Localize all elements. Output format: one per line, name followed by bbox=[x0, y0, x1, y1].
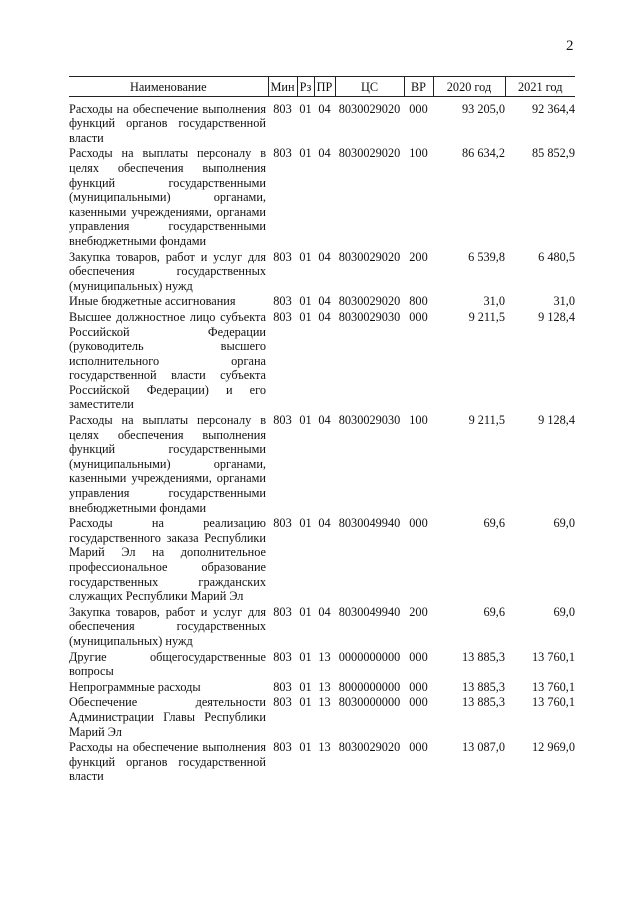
row-pr-cell: 04 bbox=[318, 604, 331, 619]
row-min-cell: 803 bbox=[273, 146, 292, 161]
row-name-cell: Высшее должностное лицо субъекта Российской Федерации (руководитель высшего исполнительного органа государственной власти субъекта Российской Федерации) и его заместители bbox=[69, 309, 266, 412]
row-min-cell: 803 bbox=[273, 294, 292, 309]
header-cs: ЦС bbox=[335, 77, 404, 97]
header-min: Мин bbox=[268, 77, 297, 97]
row-2020-cell: 69,6 bbox=[483, 516, 505, 531]
table-row bbox=[69, 293, 575, 309]
row-2020-cell: 93 205,0 bbox=[461, 101, 505, 116]
row-2020-cell: 13 885,3 bbox=[461, 679, 505, 694]
row-2021-cell: 69,0 bbox=[553, 604, 575, 619]
row-2021-cell: 13 760,1 bbox=[531, 695, 575, 710]
row-cs-cell: 8030029030 bbox=[338, 413, 401, 428]
row-name-cell: Другие общегосударственные вопросы bbox=[69, 649, 266, 679]
row-2021-cell: 31,0 bbox=[553, 294, 575, 309]
table-row bbox=[69, 412, 575, 515]
row-rz-cell: 01 bbox=[299, 146, 312, 161]
row-vr-cell: 000 bbox=[409, 516, 428, 531]
row-name-cell: Расходы на выплаты персоналу в целях обеспечения выполнения функций государственными (муниципальными) органами, казенными учреждениями, органами управления государственными внебюджетными фондами bbox=[69, 413, 266, 515]
row-vr-cell: 000 bbox=[409, 649, 428, 664]
row-name-cell: Непрограммные расходы bbox=[69, 679, 201, 694]
header-vr: ВР bbox=[404, 77, 433, 97]
table-header bbox=[69, 77, 575, 97]
row-cs-cell: 8030000000 bbox=[338, 695, 401, 710]
row-rz-cell: 01 bbox=[299, 101, 312, 116]
row-2021-cell: 12 969,0 bbox=[531, 740, 575, 755]
row-pr-cell: 13 bbox=[318, 679, 331, 694]
row-vr-cell: 000 bbox=[409, 101, 428, 116]
row-vr-cell: 200 bbox=[409, 604, 428, 619]
row-pr-cell: 04 bbox=[318, 146, 331, 161]
row-name-cell: Расходы на реализацию государственного заказа Республики Марий Эл на дополнительное профессиональное образование государственных гражданских служащих Республики Марий Эл bbox=[69, 516, 266, 604]
row-name-cell: Иные бюджетные ассигнования bbox=[69, 294, 236, 309]
header-2021: 2021 год bbox=[505, 77, 575, 97]
row-2020-cell: 13 087,0 bbox=[461, 740, 505, 755]
row-min-cell: 803 bbox=[273, 309, 292, 324]
row-pr-cell: 04 bbox=[318, 516, 331, 531]
row-2021-cell: 85 852,9 bbox=[531, 146, 575, 161]
row-cs-cell: 8030029020 bbox=[338, 294, 401, 309]
row-cs-cell: 8030049940 bbox=[338, 516, 401, 531]
row-name-cell: Обеспечение деятельности Администрации Главы Республики Марий Эл bbox=[69, 695, 266, 739]
row-2021-cell: 9 128,4 bbox=[538, 413, 575, 428]
row-rz-cell: 01 bbox=[299, 649, 312, 664]
row-pr-cell: 13 bbox=[318, 740, 331, 755]
row-cs-cell: 8030029030 bbox=[338, 309, 401, 324]
table-body bbox=[69, 96, 575, 784]
row-2020-cell: 9 211,5 bbox=[468, 309, 505, 324]
row-vr-cell: 100 bbox=[409, 413, 428, 428]
row-min-cell: 803 bbox=[273, 101, 292, 116]
row-2020-cell: 9 211,5 bbox=[468, 413, 505, 428]
row-rz-cell: 01 bbox=[299, 294, 312, 309]
table-row bbox=[69, 679, 575, 695]
row-name-cell: Закупка товаров, работ и услуг для обеспечения государственных (муниципальных) нужд bbox=[69, 249, 266, 293]
row-2020-cell: 6 539,8 bbox=[468, 249, 505, 264]
row-rz-cell: 01 bbox=[299, 695, 312, 710]
row-cs-cell: 8030029020 bbox=[338, 146, 401, 161]
row-name-cell: Расходы на выплаты персоналу в целях обеспечения выполнения функций государственными (муниципальными) органами, казенными учреждениями, органами управления государственными внебюджетными фондами bbox=[69, 146, 266, 248]
row-vr-cell: 800 bbox=[409, 294, 428, 309]
row-pr-cell: 04 bbox=[318, 101, 331, 116]
table-row bbox=[69, 739, 575, 784]
row-cs-cell: 8030029020 bbox=[338, 101, 401, 116]
row-pr-cell: 04 bbox=[318, 309, 331, 324]
row-2020-cell: 86 634,2 bbox=[461, 146, 505, 161]
row-2021-cell: 13 760,1 bbox=[531, 679, 575, 694]
row-rz-cell: 01 bbox=[299, 309, 312, 324]
row-vr-cell: 000 bbox=[409, 679, 428, 694]
table-row bbox=[69, 96, 575, 145]
table-row bbox=[69, 649, 575, 679]
row-min-cell: 803 bbox=[273, 740, 292, 755]
row-cs-cell: 8030029020 bbox=[338, 249, 401, 264]
row-cs-cell: 8030029020 bbox=[338, 740, 401, 755]
row-cs-cell: 0000000000 bbox=[338, 649, 401, 664]
header-pr: ПР bbox=[314, 77, 335, 97]
row-min-cell: 803 bbox=[273, 695, 292, 710]
row-pr-cell: 13 bbox=[318, 649, 331, 664]
row-2021-cell: 6 480,5 bbox=[538, 249, 575, 264]
row-min-cell: 803 bbox=[273, 679, 292, 694]
row-2021-cell: 92 364,4 bbox=[531, 101, 575, 116]
row-2020-cell: 13 885,3 bbox=[461, 649, 505, 664]
table-row bbox=[69, 249, 575, 294]
row-2021-cell: 9 128,4 bbox=[538, 309, 575, 324]
row-pr-cell: 13 bbox=[318, 695, 331, 710]
row-vr-cell: 000 bbox=[409, 740, 428, 755]
row-vr-cell: 000 bbox=[409, 695, 428, 710]
row-pr-cell: 04 bbox=[318, 249, 331, 264]
row-min-cell: 803 bbox=[273, 604, 292, 619]
row-name-cell: Закупка товаров, работ и услуг для обеспечения государственных (муниципальных) нужд bbox=[69, 604, 266, 648]
row-rz-cell: 01 bbox=[299, 604, 312, 619]
table-row bbox=[69, 694, 575, 739]
row-rz-cell: 01 bbox=[299, 249, 312, 264]
row-min-cell: 803 bbox=[273, 516, 292, 531]
row-pr-cell: 04 bbox=[318, 294, 331, 309]
row-min-cell: 803 bbox=[273, 413, 292, 428]
row-vr-cell: 100 bbox=[409, 146, 428, 161]
row-min-cell: 803 bbox=[273, 649, 292, 664]
row-2020-cell: 31,0 bbox=[483, 294, 505, 309]
row-rz-cell: 01 bbox=[299, 679, 312, 694]
row-2020-cell: 69,6 bbox=[483, 604, 505, 619]
row-rz-cell: 01 bbox=[299, 740, 312, 755]
row-vr-cell: 200 bbox=[409, 249, 428, 264]
table-row bbox=[69, 515, 575, 604]
row-min-cell: 803 bbox=[273, 249, 292, 264]
row-2020-cell: 13 885,3 bbox=[461, 695, 505, 710]
table-row bbox=[69, 604, 575, 649]
row-rz-cell: 01 bbox=[299, 413, 312, 428]
header-name: Наименование bbox=[69, 77, 268, 97]
header-2020: 2020 год bbox=[433, 77, 505, 97]
row-name-cell: Расходы на обеспечение выполнения функций органов государственной власти bbox=[69, 740, 266, 784]
table-row bbox=[69, 309, 575, 412]
row-name-cell: Расходы на обеспечение выполнения функций органов государственной власти bbox=[69, 101, 266, 145]
row-cs-cell: 8030049940 bbox=[338, 604, 401, 619]
header-rz: Рз bbox=[297, 77, 314, 97]
row-rz-cell: 01 bbox=[299, 516, 312, 531]
page-number: 2 bbox=[566, 38, 574, 54]
table-row bbox=[69, 145, 575, 248]
row-2021-cell: 69,0 bbox=[553, 516, 575, 531]
row-vr-cell: 000 bbox=[409, 309, 428, 324]
row-cs-cell: 8000000000 bbox=[338, 679, 401, 694]
budget-table bbox=[69, 76, 575, 784]
row-2021-cell: 13 760,1 bbox=[531, 649, 575, 664]
row-pr-cell: 04 bbox=[318, 413, 331, 428]
